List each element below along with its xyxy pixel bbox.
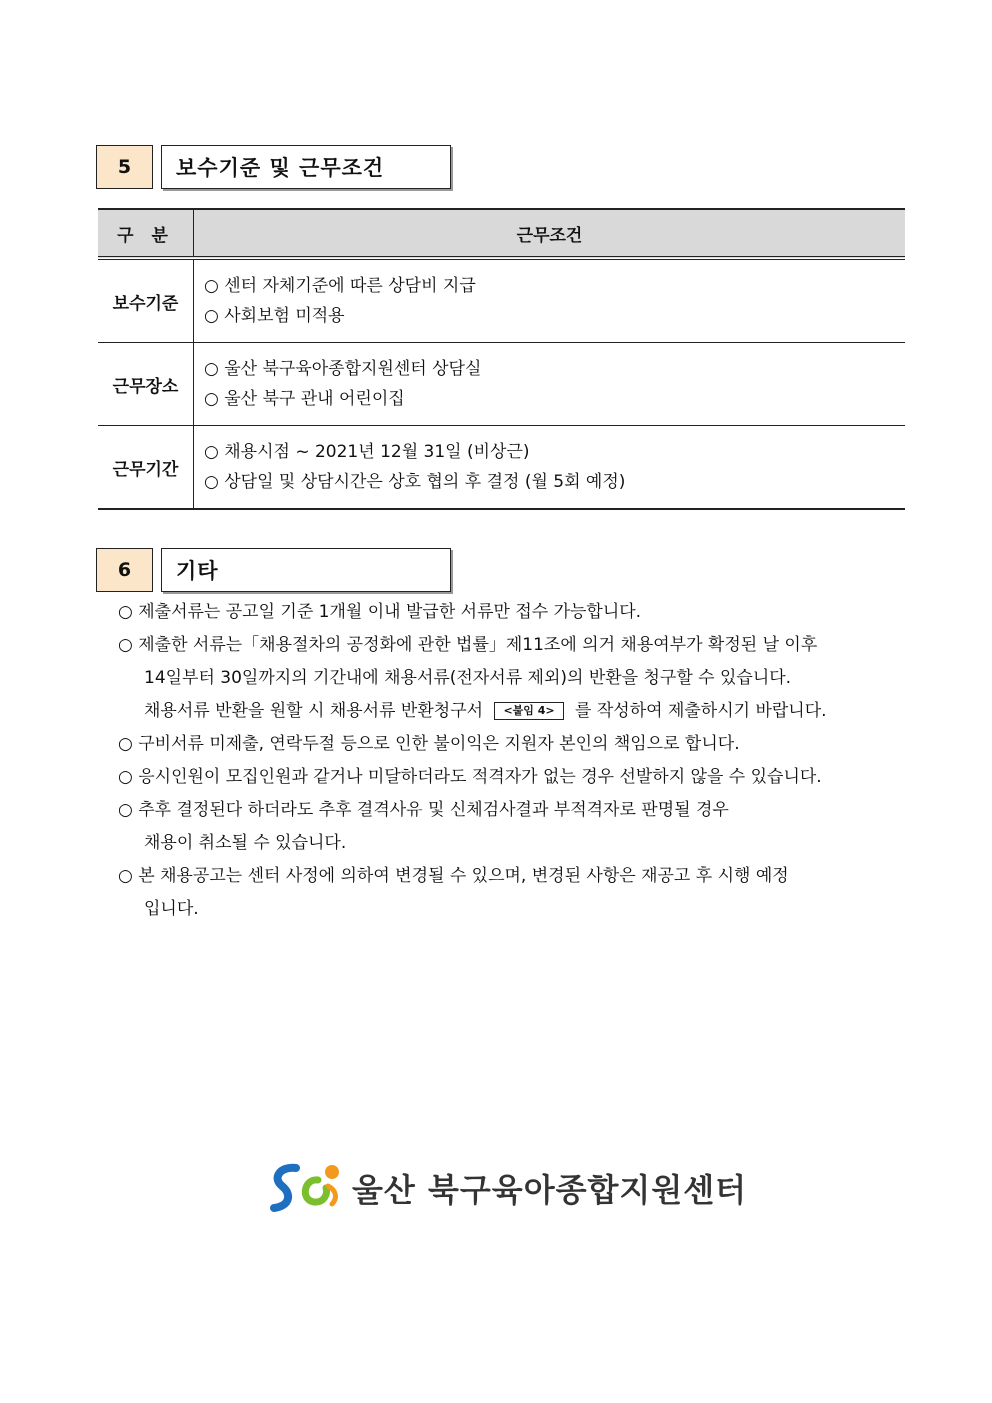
table-row	[98, 343, 905, 426]
center-logo-icon	[266, 1160, 346, 1216]
table-header-row	[98, 209, 905, 258]
badge-text-after: 를 작성하여 제출하시기 바랍니다.	[575, 701, 827, 721]
section-title: 기타	[161, 548, 451, 592]
row-item: ○ 울산 북구 관내 어린이집	[204, 389, 405, 409]
list-item: ○ 본 채용공고는 센터 사정에 의하여 변경될 수 있으며, 변경된 사항은 재공고 후 시행 예정	[118, 866, 789, 886]
section-number: 5	[96, 145, 153, 189]
row-value	[194, 426, 906, 510]
row-item: ○ 센터 자체기준에 따른 상담비 지급	[204, 276, 476, 296]
table-row	[98, 426, 905, 510]
section-title: 보수기준 및 근무조건	[161, 145, 451, 189]
attachment-badge: <붙임 4>	[494, 702, 563, 720]
table-row	[98, 258, 905, 343]
notes-list	[118, 596, 908, 926]
section-number: 6	[96, 548, 153, 592]
section-5-header	[96, 145, 451, 189]
list-item: ○ 응시인원이 모집인원과 같거나 미달하더라도 적격자가 없는 경우 선발하지 않을 수 있습니다.	[118, 767, 822, 787]
list-item-continued: 입니다.	[144, 899, 199, 919]
row-value	[194, 258, 906, 343]
footer-logo	[266, 1160, 747, 1216]
section-6-header	[96, 548, 451, 592]
row-label: 근무기간	[98, 426, 194, 510]
conditions-table	[98, 208, 905, 510]
list-item-continued: 14일부터 30일까지의 기간내에 채용서류(전자서류 제외)의 반환을 청구할 수 있습니다.	[144, 668, 792, 688]
list-item-continued	[118, 695, 908, 728]
header-category: 구 분	[98, 209, 194, 258]
row-label: 근무장소	[98, 343, 194, 426]
list-item: ○ 추후 결정된다 하더라도 추후 결격사유 및 신체검사결과 부적격자로 판명될 경우	[118, 800, 729, 820]
row-label: 보수기준	[98, 258, 194, 343]
org-name: 울산 북구육아종합지원센터	[352, 1171, 748, 1209]
header-conditions: 근무조건	[194, 209, 906, 258]
list-item-continued: 채용이 취소될 수 있습니다.	[144, 833, 347, 853]
list-item: ○ 제출한 서류는「채용절차의 공정화에 관한 법률」제11조에 의거 채용여부가 확정된 날 이후	[118, 635, 818, 655]
row-item: ○ 상담일 및 상담시간은 상호 협의 후 결정 (월 5회 예정)	[204, 472, 626, 492]
row-value	[194, 343, 906, 426]
row-item: ○ 사회보험 미적용	[204, 306, 345, 326]
badge-text-before: 채용서류 반환을 원할 시 채용서류 반환청구서	[144, 701, 484, 721]
row-item: ○ 채용시점 ~ 2021년 12월 31일 (비상근)	[204, 442, 530, 462]
list-item: ○ 구비서류 미제출, 연락두절 등으로 인한 불이익은 지원자 본인의 책임으로 합니다.	[118, 734, 740, 754]
list-item: ○ 제출서류는 공고일 기준 1개월 이내 발급한 서류만 접수 가능합니다.	[118, 602, 642, 622]
row-item: ○ 울산 북구육아종합지원센터 상담실	[204, 359, 482, 379]
